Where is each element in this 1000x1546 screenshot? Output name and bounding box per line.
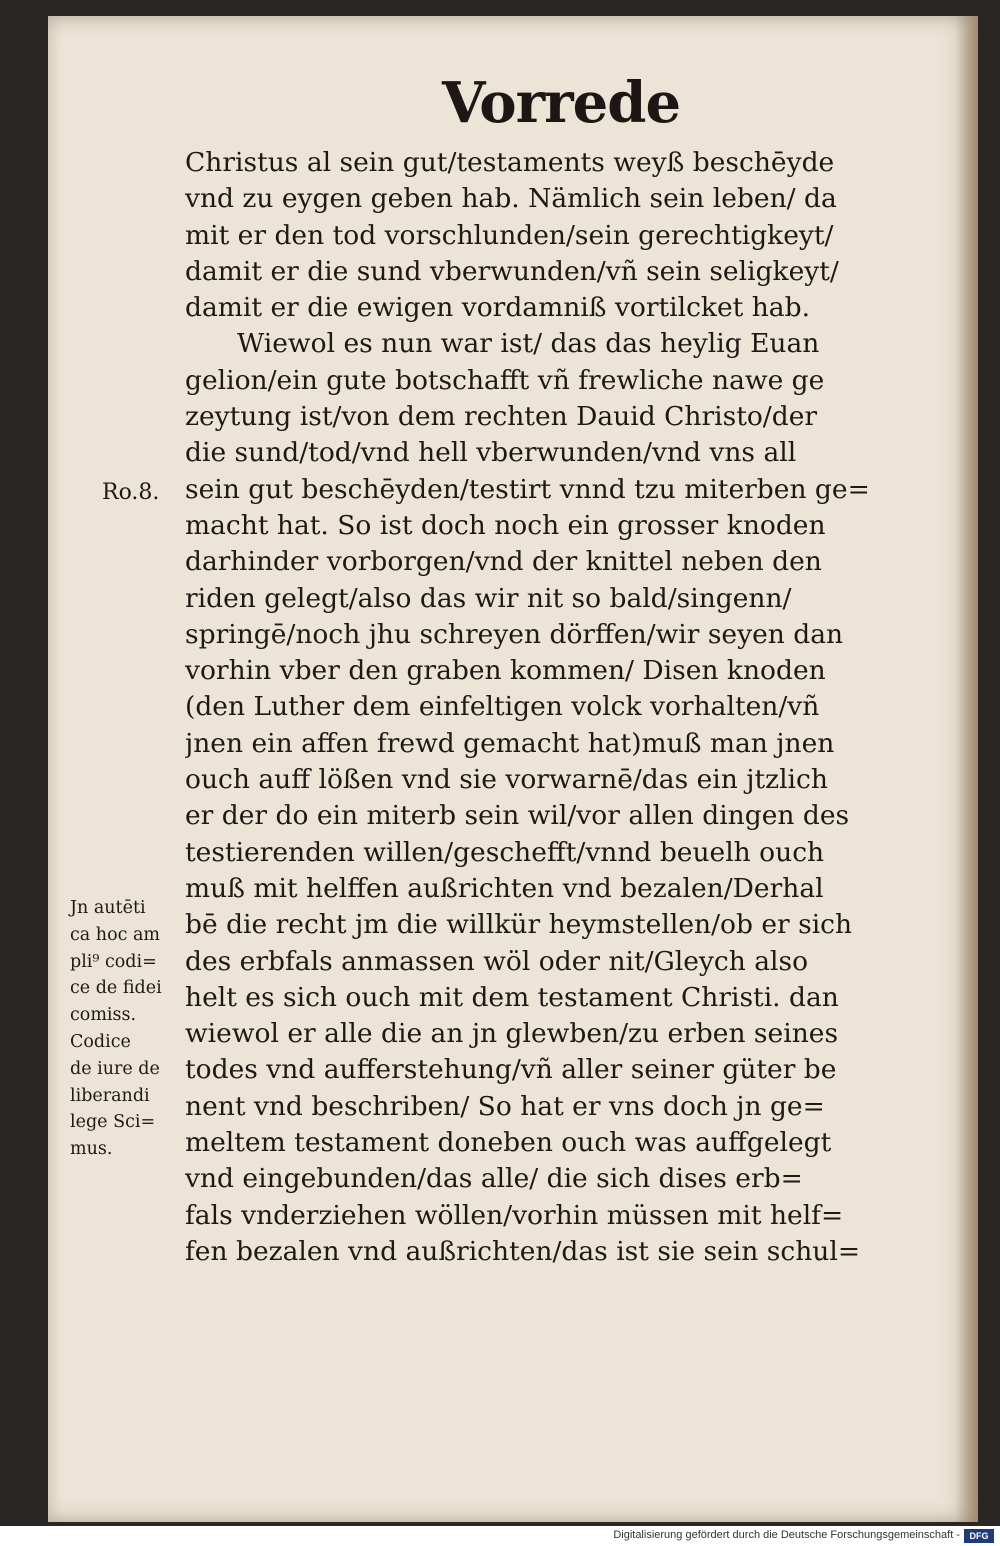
text-line: gelion/ein gute botschafft vñ frewliche nawe ge	[185, 364, 825, 396]
text-line: sein gut beschēyden/testirt vnnd tzu miterben ge=	[185, 473, 870, 505]
text-line: damit er die ewigen vordamniß vortilcket hab.	[185, 292, 810, 324]
text-line: ouch auff lößen vnd sie vorwarnē/das ein jtzlich	[185, 764, 828, 796]
text-line: jnen ein affen frewd gemacht hat)muß man jnen	[185, 727, 835, 759]
dfg-logo: DFG	[964, 1529, 994, 1543]
text-line: (den Luther dem einfeltigen volck vorhalten/vñ	[185, 691, 820, 723]
margin-gloss	[70, 895, 190, 1163]
text-line: meltem testament doneben ouch was auffgelegt	[185, 1127, 832, 1159]
text-line: vnd eingebunden/das alle/ die sich dises erb=	[185, 1163, 803, 1195]
text-line: Christus al sein gut/testaments weyß beschēyde	[185, 147, 835, 178]
text-line: fals vnderziehen wöllen/vorhin müssen mit helf=	[185, 1199, 844, 1231]
text-line: testierenden willen/geschefft/vnnd beuelh ouch	[185, 836, 825, 868]
text-line: damit er die sund vberwunden/vñ sein seligkeyt/	[185, 255, 839, 287]
text-line: zeytung ist/von dem rechten Dauid Christo/der	[185, 401, 818, 433]
footer-bar	[0, 1526, 1000, 1546]
gloss-line: ca hoc am	[70, 924, 160, 945]
text-line: nent vnd beschriben/ So hat er vns doch jn ge=	[185, 1090, 825, 1122]
body-text	[185, 145, 915, 1270]
text-line: macht hat. So ist doch noch ein grosser knoden	[185, 509, 826, 541]
text-line: fen bezalen vnd außrichten/das ist sie sein schul=	[185, 1235, 861, 1267]
gloss-line: comiss.	[70, 1005, 137, 1026]
page-heading: Vorrede	[442, 70, 681, 136]
text-line: springē/noch jhu schreyen dörffen/wir seyen dan	[185, 618, 844, 650]
text-line: vnd zu eygen geben hab. Nämlich sein leben/ da	[185, 183, 837, 215]
gloss-line: Codice	[70, 1031, 131, 1052]
text-line: des erbfals anmassen wöl oder nit/Gleych also	[185, 945, 809, 977]
page-edge-shadow	[956, 16, 978, 1522]
text-line: darhinder vorborgen/vnd der knittel neben den	[185, 546, 822, 578]
text-line: die sund/tod/vnd hell vberwunden/vnd vns all	[185, 437, 797, 469]
gloss-line: lege Sci=	[70, 1112, 156, 1133]
text-line: vorhin vber den graben kommen/ Disen knoden	[185, 655, 826, 687]
margin-reference: Ro.8.	[102, 480, 160, 505]
gloss-line: de iure de	[70, 1058, 160, 1079]
gloss-line: pli⁹ codi=	[70, 951, 157, 972]
text-line: er der do ein miterb sein wil/vor allen dingen des	[185, 800, 850, 832]
text-line: riden gelegt/also das wir nit so bald/singenn/	[185, 582, 792, 614]
gloss-line: mus.	[70, 1139, 113, 1160]
gloss-line: ce de fidei	[70, 978, 162, 999]
text-line: bē die recht jm die willkür heymstellen/ob er sich	[185, 909, 853, 941]
text-line: todes vnd aufferstehung/vñ aller seiner güter be	[185, 1054, 837, 1086]
text-line: mit er den tod vorschlunden/sein gerechtigkeyt/	[185, 219, 834, 251]
gloss-line: Jn autēti	[70, 898, 146, 918]
text-line: muß mit helffen außrichten vnd bezalen/Derhal	[185, 872, 824, 904]
text-line: helt es sich ouch mit dem testament Christi. dan	[185, 981, 839, 1013]
text-line: wiewol er alle die an jn glewben/zu erben seines	[185, 1018, 839, 1050]
funding-credit: Digitalisierung gefördert durch die Deutsche Forschungsgemeinschaft -	[613, 1529, 960, 1541]
gloss-line: liberandi	[70, 1085, 150, 1106]
text-line: Wiewol es nun war ist/ das das heylig Euan	[237, 328, 820, 360]
